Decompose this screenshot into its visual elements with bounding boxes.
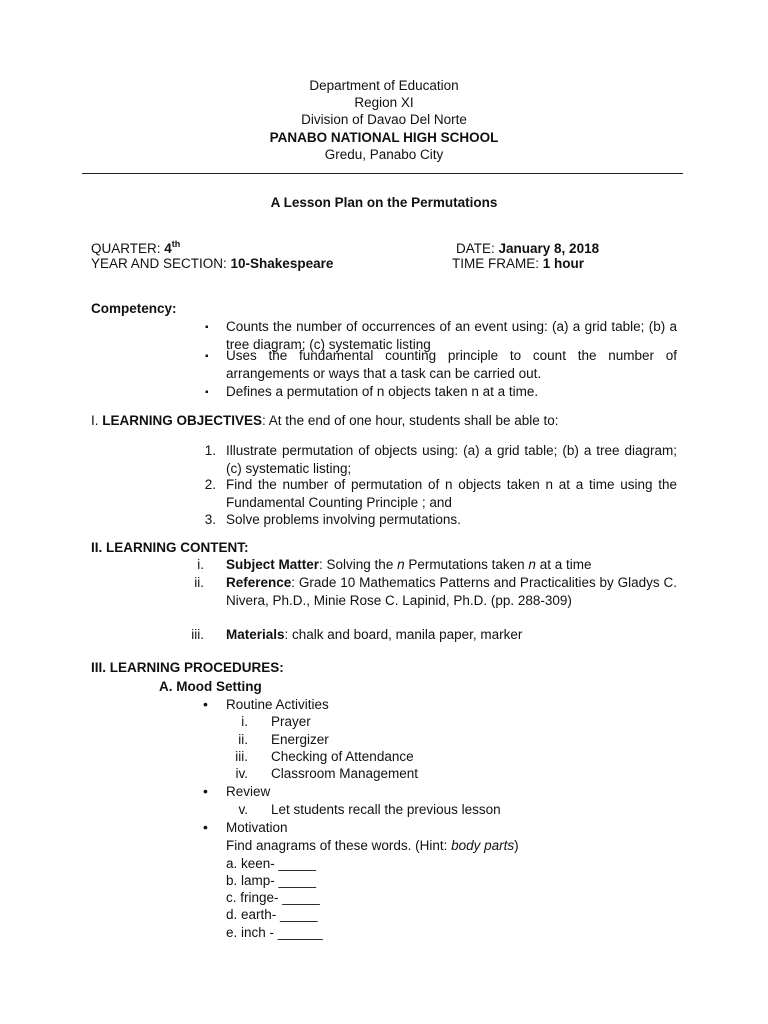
school-address: Gredu, Panabo City xyxy=(324,147,444,162)
procedures-heading: III. LEARNING PROCEDURES: xyxy=(91,660,284,675)
routine-activities-label: Routine Activities xyxy=(226,697,329,712)
year-section-line: YEAR AND SECTION: 10-Shakespeare xyxy=(91,256,334,271)
bullet-icon: ▪ xyxy=(205,322,209,333)
routine-item: Classroom Management xyxy=(271,766,419,781)
date-line: DATE: January 8, 2018 xyxy=(456,241,600,256)
region-line: Region XI xyxy=(354,95,414,110)
review-number: v. xyxy=(238,802,248,817)
date-value: January 8, 2018 xyxy=(498,241,600,256)
objectives-heading: I. LEARNING OBJECTIVES: At the end of one hour, students shall be able to: xyxy=(91,413,559,428)
anagram-item: e. inch - ______ xyxy=(226,925,323,940)
school-name: PANABO NATIONAL HIGH SCHOOL xyxy=(269,130,499,145)
anagram-item: c. fringe- _____ xyxy=(226,890,320,905)
competency-heading: Competency: xyxy=(91,301,177,316)
quarter-value: 4 xyxy=(164,241,172,256)
materials-line: Materials: chalk and board, manila paper, marker xyxy=(226,627,523,642)
bullet-icon: • xyxy=(203,819,208,835)
content-number: i. xyxy=(197,557,204,572)
bullet-icon: ▪ xyxy=(205,387,209,398)
anagram-item: b. lamp- _____ xyxy=(226,873,317,888)
page-title: A Lesson Plan on the Permutations xyxy=(270,195,498,210)
bullet-icon: ▪ xyxy=(205,351,209,362)
time-frame-line: TIME FRAME: 1 hour xyxy=(452,256,585,271)
motivation-instruction: Find anagrams of these words. (Hint: body parts) xyxy=(226,838,519,853)
routine-number: ii. xyxy=(238,732,248,747)
subject-matter-line: Subject Matter: Solving the n Permutations taken n at a time xyxy=(226,557,592,572)
reference-text: Reference: Grade 10 Mathematics Patterns and Practicalities by Gladys C. Nivera, Ph.D., Minie Rose C. Lapinid, Ph.D. (pp. 288-309) xyxy=(226,575,677,608)
content-number: ii. xyxy=(194,575,204,590)
routine-number: iv. xyxy=(235,766,248,781)
routine-item: Prayer xyxy=(271,714,311,729)
routine-item: Checking of Attendance xyxy=(271,749,414,764)
objective-item: Solve problems involving permutations. xyxy=(226,512,461,527)
routine-number: iii. xyxy=(235,749,248,764)
motivation-label: Motivation xyxy=(226,820,288,835)
competency-item: Uses the fundamental counting principle to count the number of arrangements or ways that a task can be carried out. xyxy=(226,348,677,381)
objective-item: Illustrate permutation of objects using: (a) a grid table; (b) a tree diagram; (c) systematic listing; xyxy=(226,443,677,476)
competency-item: Defines a permutation of n objects taken n at a time. xyxy=(226,384,539,399)
review-label: Review xyxy=(226,784,271,799)
time-frame-value: 1 hour xyxy=(542,256,585,271)
objective-number: 1. xyxy=(204,443,216,458)
mood-setting-heading: A. Mood Setting xyxy=(159,679,262,694)
year-section-value: 10-Shakespeare xyxy=(230,256,334,271)
routine-item: Energizer xyxy=(271,732,329,747)
bullet-icon: • xyxy=(203,696,208,712)
objective-number: 2. xyxy=(204,477,216,492)
content-number: iii. xyxy=(191,627,204,642)
learning-content-heading: II. LEARNING CONTENT: xyxy=(91,540,249,555)
division-line: Division of Davao Del Norte xyxy=(301,112,467,127)
competency-item: Counts the number of occurrences of an event using: (a) a grid table; (b) a tree diagram; (c) systematic listing xyxy=(226,319,677,352)
objective-number: 3. xyxy=(204,512,216,527)
objective-item: Find the number of permutation of n objects taken n at a time using the Fundamental Counting Principle ; and xyxy=(226,477,677,510)
bullet-icon: • xyxy=(203,783,208,799)
header-divider xyxy=(82,173,683,174)
anagram-item: d. earth- _____ xyxy=(226,907,318,922)
routine-number: i. xyxy=(241,714,248,729)
quarter-line: QUARTER: 4th xyxy=(91,238,181,256)
review-item: Let students recall the previous lesson xyxy=(271,802,501,817)
anagram-item: a. keen- _____ xyxy=(226,856,317,871)
department-line: Department of Education xyxy=(309,78,459,93)
